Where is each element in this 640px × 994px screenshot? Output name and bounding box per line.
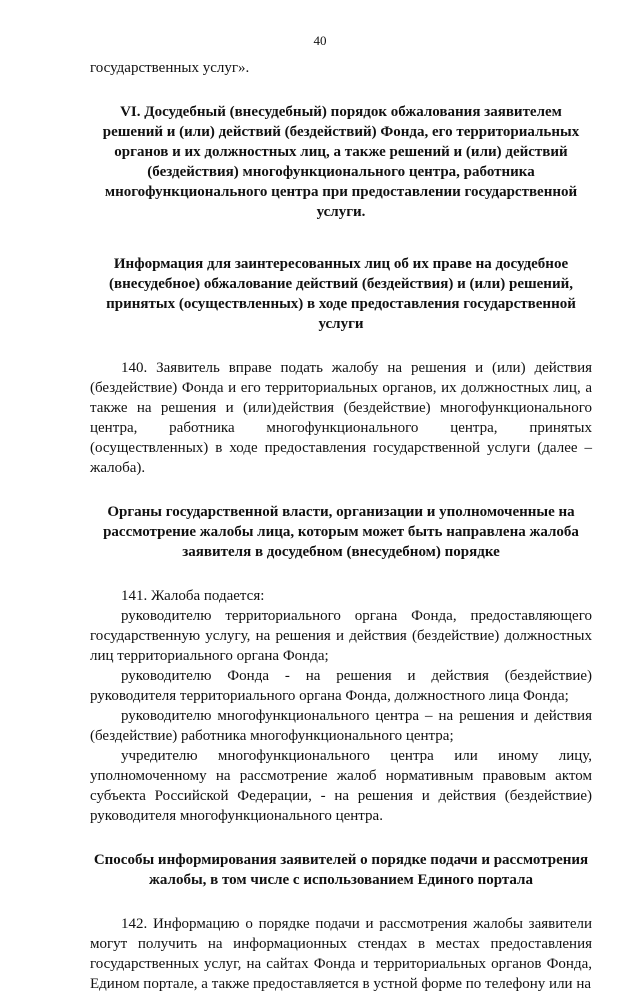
page-number: 40 [313,33,327,48]
paragraph-141-a: руководителю территориального органа Фонда, предоставляющего государственную услугу, на решения и действия (бездействие) должностных лиц территориального органа Фонда; [90,608,592,664]
page-content [90,58,592,994]
paragraph-142: 142. Информацию о порядке подачи и рассмотрения жалобы заявители могут получить на информационных стендах в местах предоставления государственных услуг, на сайтах Фонда и территориальных органов Фонда, Едином портале, а также предоставляется в устной форме по телефону или на [90,916,592,992]
section-heading: VI. Досудебный (внесудебный) порядок обжалования заявителем решений и (или) действий (бездействий) Фонда, его территориальных органов и их должностных лиц, а также решений и (или) действий (бездействия) многофункционального центра, работника многофункционального центра при предоставлении государственной услуги. [102,104,580,220]
paragraph-141-intro: 141. Жалоба подается: [121,588,265,604]
continuation-line: государственных услуг». [90,60,250,76]
subheading-appeal-rights: Информация для заинтересованных лиц об их праве на досудебное (внесудебное) обжалование действий (бездействия) и (или) решений, принятых (осуществленных) в ходе предоставления государственной услуги [106,256,576,332]
paragraph-141-b: руководителю Фонда - на решения и действия (бездействие) руководителя территориального органа Фонда, должностного лица Фонда; [90,668,592,704]
subheading-information-methods: Способы информирования заявителей о порядке подачи и рассмотрения жалобы, в том числе с использованием Единого портала [93,852,589,888]
subheading-authorities: Органы государственной власти, организации и уполномоченные на рассмотрение жалобы лица, которым может быть направлена жалоба заявителя в досудебном (внесудебном) порядке [103,504,579,560]
paragraph-141-d: учредителю многофункционального центра или иному лицу, уполномоченному на рассмотрение жалоб нормативным правовым актом субъекта Российской Федерации, - на решения и действия (бездействие) руководителя многофункционального центра. [90,748,592,824]
paragraph-141-c: руководителю многофункционального центра – на решения и действия (бездействие) работника многофункционального центра; [90,708,592,744]
paragraph-140: 140. Заявитель вправе подать жалобу на решения и (или) действия (бездействие) Фонда и его территориальных органов, их должностных лиц, а также на решения и (или)действия (бездействие) многофункционального центра, работника многофункционального центра, принятых (осуществленных) в ходе предоставления государственной услуги (далее – жалоба). [90,360,592,476]
